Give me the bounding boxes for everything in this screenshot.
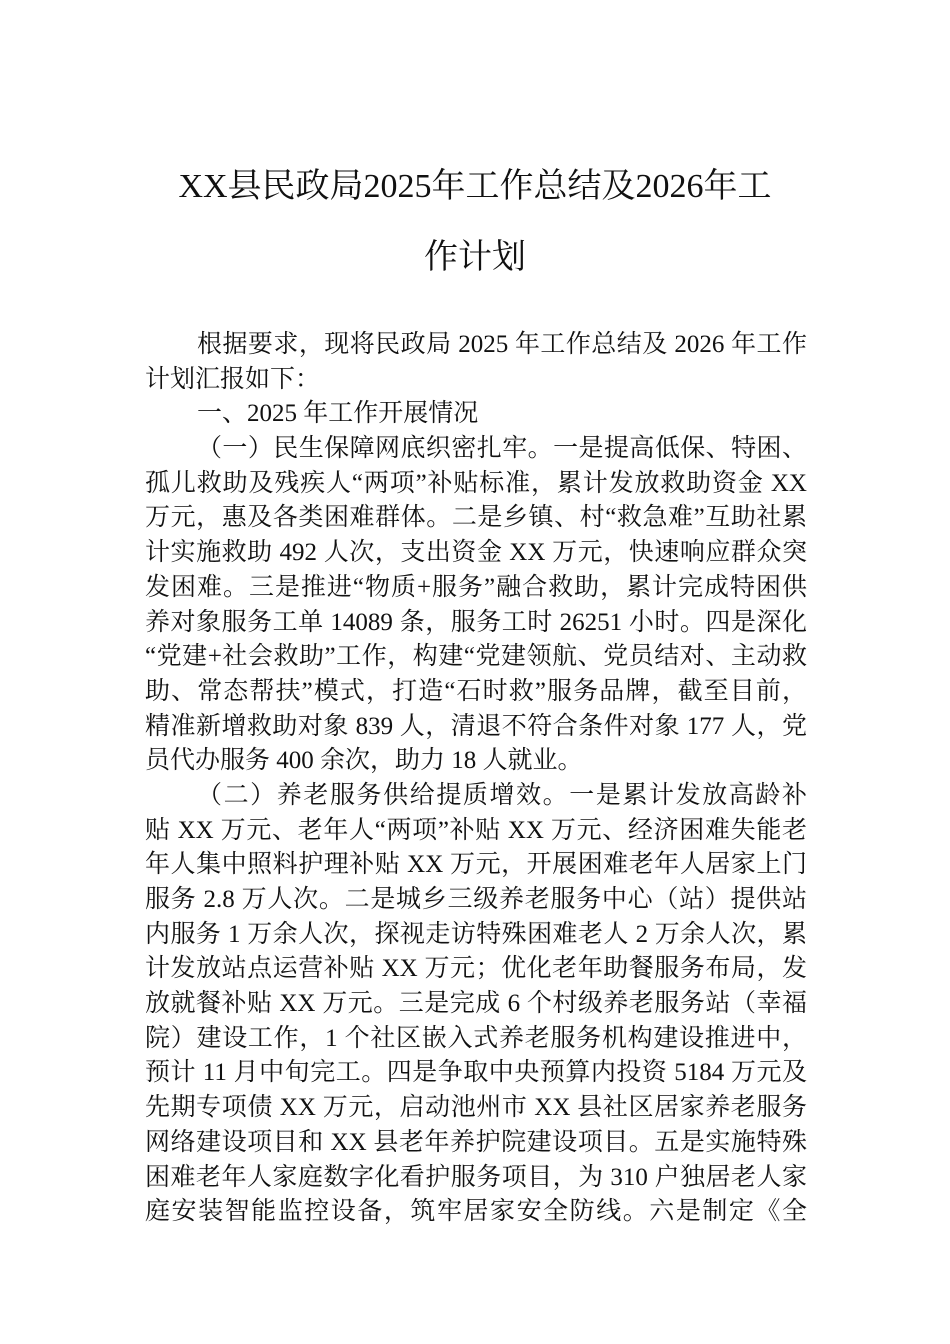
document-title-line-2: 作计划: [424, 239, 526, 276]
text-line: 年人集中照料护理补贴 XX 万元，开展困难老年人居家上门: [145, 851, 807, 879]
text-line: 孤儿救助及残疾人“两项”补贴标准，累计发放救助资金 XX: [145, 469, 807, 497]
text-line: 计发放站点运营补贴 XX 万元；优化老年助餐服务布局，发: [145, 955, 807, 983]
text-line: 放就餐补贴 XX 万元。三是完成 6 个村级养老服务站（幸福: [145, 990, 807, 1018]
text-line: 内服务 1 万余人次，探视走访特殊困难老人 2 万余人次，累: [145, 920, 807, 948]
text-line: 精准新增救助对象 839 人，清退不符合条件对象 177 人，党: [145, 712, 807, 740]
text-line: 一、2025 年工作开展情况: [197, 400, 479, 428]
text-line: 员代办服务 400 余次，助力 18 人就业。: [145, 747, 583, 775]
text-line: 贴 XX 万元、老年人“两项”补贴 XX 万元、经济困难失能老: [145, 816, 807, 844]
text-line: 院）建设工作，1 个社区嵌入式养老服务机构建设推进中，: [145, 1024, 807, 1052]
text-line: 万元，惠及各类困难群体。二是乡镇、村“救急难”互助社累: [145, 504, 807, 532]
text-line: 预计 11 月中旬完工。四是争取中央预算内投资 5184 万元及: [145, 1059, 807, 1087]
text-line: （一）民生保障网底织密扎牢。一是提高低保、特困、: [197, 435, 807, 463]
document-title-line-1: XX县民政局2025年工作总结及2026年工: [178, 168, 772, 205]
text-line: 困难老年人家庭数字化看护服务项目，为 310 户独居老人家: [145, 1163, 807, 1191]
document-body: [145, 328, 807, 1230]
text-line: （二）养老服务供给提质增效。一是累计发放高龄补: [197, 781, 807, 809]
text-line: 庭安装智能监控设备，筑牢居家安全防线。六是制定《全: [145, 1198, 807, 1226]
text-line: 先期专项债 XX 万元，启动池州市 XX 县社区居家养老服务: [145, 1094, 807, 1122]
text-line: 计划汇报如下：: [145, 365, 321, 393]
text-line: 服务 2.8 万人次。二是城乡三级养老服务中心（站）提供站: [145, 886, 807, 913]
text-line: 养对象服务工单 14089 条，服务工时 26251 小时。四是深化: [145, 608, 807, 636]
text-line: 发困难。三是推进“物质+服务”融合救助，累计完成特困供: [145, 573, 807, 601]
text-line: 网络建设项目和 XX 县老年养护院建设项目。五是实施特殊: [145, 1128, 807, 1156]
text-line: 计实施救助 492 人次，支出资金 XX 万元，快速响应群众突: [145, 539, 807, 567]
text-line: 根据要求，现将民政局 2025 年工作总结及 2026 年工作: [197, 331, 807, 358]
text-line: 助、常态帮扶”模式，打造“石时救”服务品牌，截至目前，: [145, 677, 807, 705]
text-line: “党建+社会救助”工作，构建“党建领航、党员结对、主动救: [145, 643, 807, 671]
